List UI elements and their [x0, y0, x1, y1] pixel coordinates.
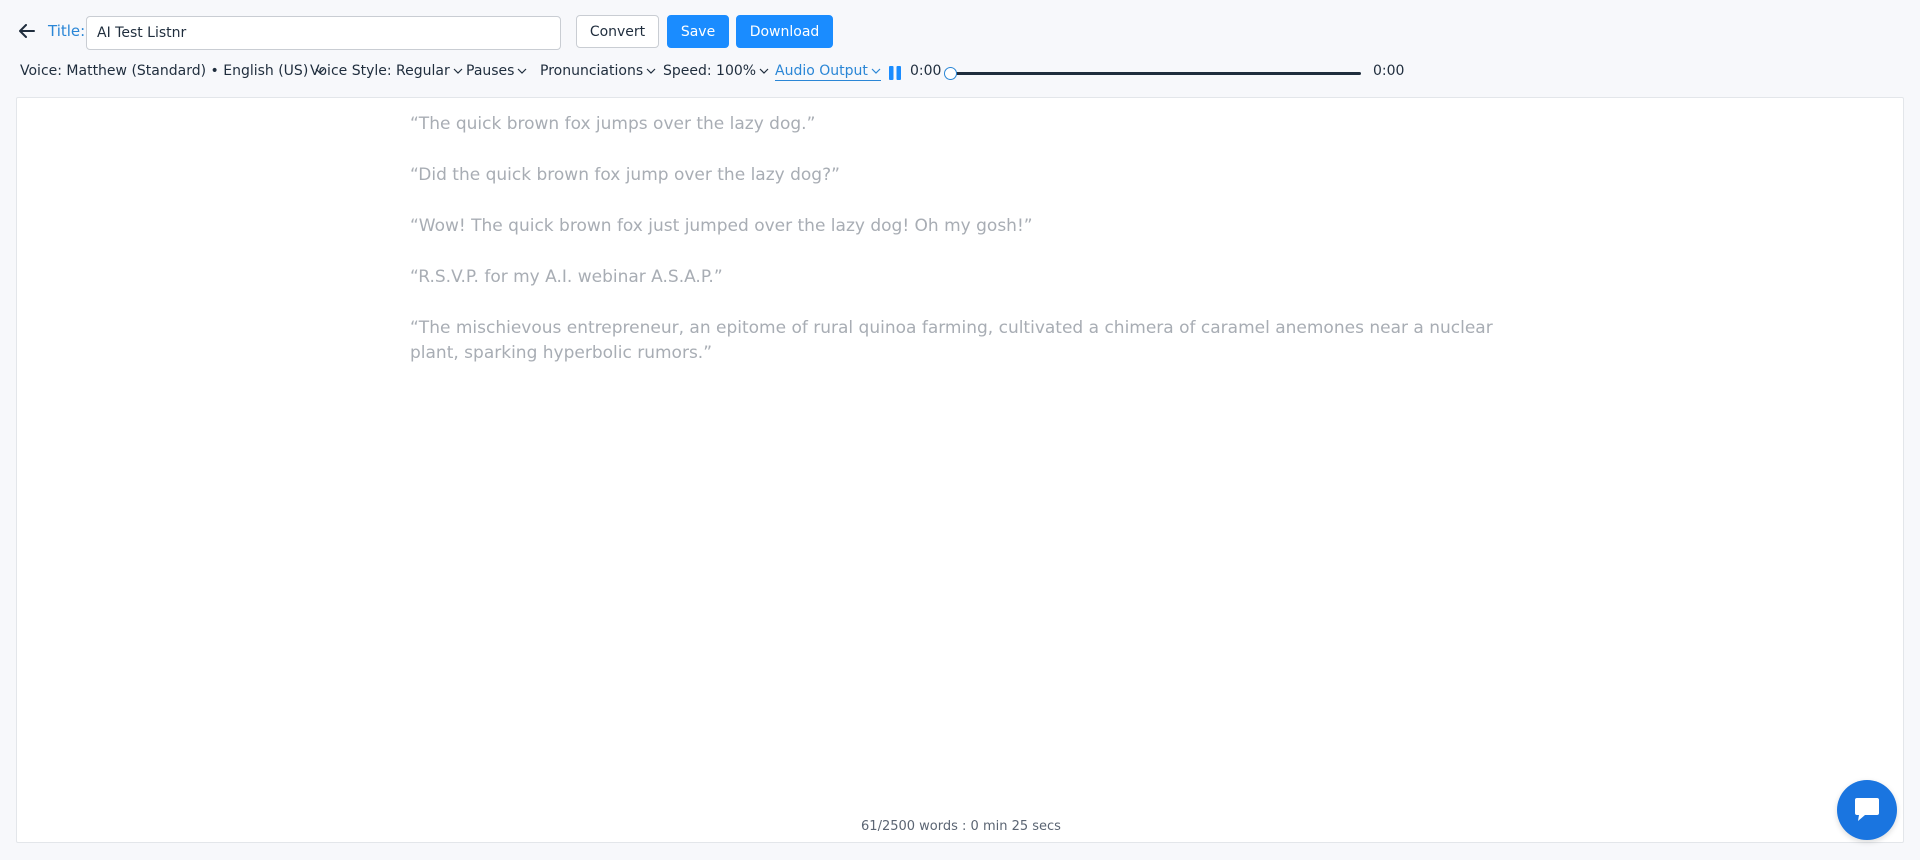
- title-label: Title:: [48, 22, 86, 40]
- chevron-down-icon: [517, 66, 527, 76]
- speed-dropdown[interactable]: [663, 63, 769, 79]
- arrow-left-icon: [19, 24, 35, 38]
- voice-style-label: Voice Style: Regular: [310, 63, 450, 79]
- word-count: 61/2500 words : 0 min 25 secs: [861, 819, 1061, 834]
- save-button[interactable]: Save: [667, 15, 729, 48]
- paragraph[interactable]: “R.S.V.P. for my A.I. webinar A.S.A.P.”: [410, 267, 723, 287]
- voice-dropdown[interactable]: [20, 63, 325, 79]
- chat-button[interactable]: [1837, 780, 1897, 840]
- chevron-down-icon: [871, 66, 881, 76]
- audio-output-label: Audio Output: [775, 63, 868, 79]
- chevron-down-icon: [646, 66, 656, 76]
- voice-dropdown-label: Voice: Matthew (Standard) • English (US): [20, 63, 309, 79]
- audio-progress-thumb[interactable]: [944, 67, 957, 80]
- paragraph[interactable]: “The quick brown fox jumps over the lazy dog.”: [410, 114, 816, 134]
- audio-output-dropdown[interactable]: [775, 63, 881, 81]
- current-time: 0:00: [910, 63, 942, 79]
- header: [0, 0, 1920, 64]
- pause-icon[interactable]: [888, 66, 902, 80]
- pronunciations-dropdown[interactable]: [540, 63, 656, 79]
- paragraph[interactable]: “Did the quick brown fox jump over the lazy dog?”: [410, 165, 840, 185]
- title-input[interactable]: [86, 16, 561, 50]
- paragraph[interactable]: “Wow! The quick brown fox just jumped over the lazy dog! Oh my gosh!”: [410, 216, 1033, 236]
- chevron-down-icon: [759, 66, 769, 76]
- chevron-down-icon: [453, 66, 463, 76]
- paragraph[interactable]: “The mischievous entrepreneur, an epitome of rural quinoa farming, cultivated a chimera of caramel anemones near a nuclear plant, sparking hyperbolic rumors.”: [410, 318, 1493, 363]
- text-editor[interactable]: [16, 97, 1904, 843]
- speed-label: Speed: 100%: [663, 63, 757, 79]
- voice-style-dropdown[interactable]: [310, 63, 463, 79]
- pauses-dropdown[interactable]: [466, 63, 527, 79]
- total-time: 0:00: [1373, 63, 1405, 79]
- audio-progress-track[interactable]: [950, 72, 1361, 75]
- back-button[interactable]: [16, 20, 38, 42]
- pronunciations-label: Pronunciations: [540, 63, 644, 79]
- editor-content[interactable]: [410, 112, 1510, 392]
- pauses-label: Pauses: [466, 63, 515, 79]
- convert-button[interactable]: Convert: [576, 15, 659, 48]
- download-button[interactable]: Download: [736, 15, 833, 48]
- chat-bubble-icon: [1852, 796, 1882, 824]
